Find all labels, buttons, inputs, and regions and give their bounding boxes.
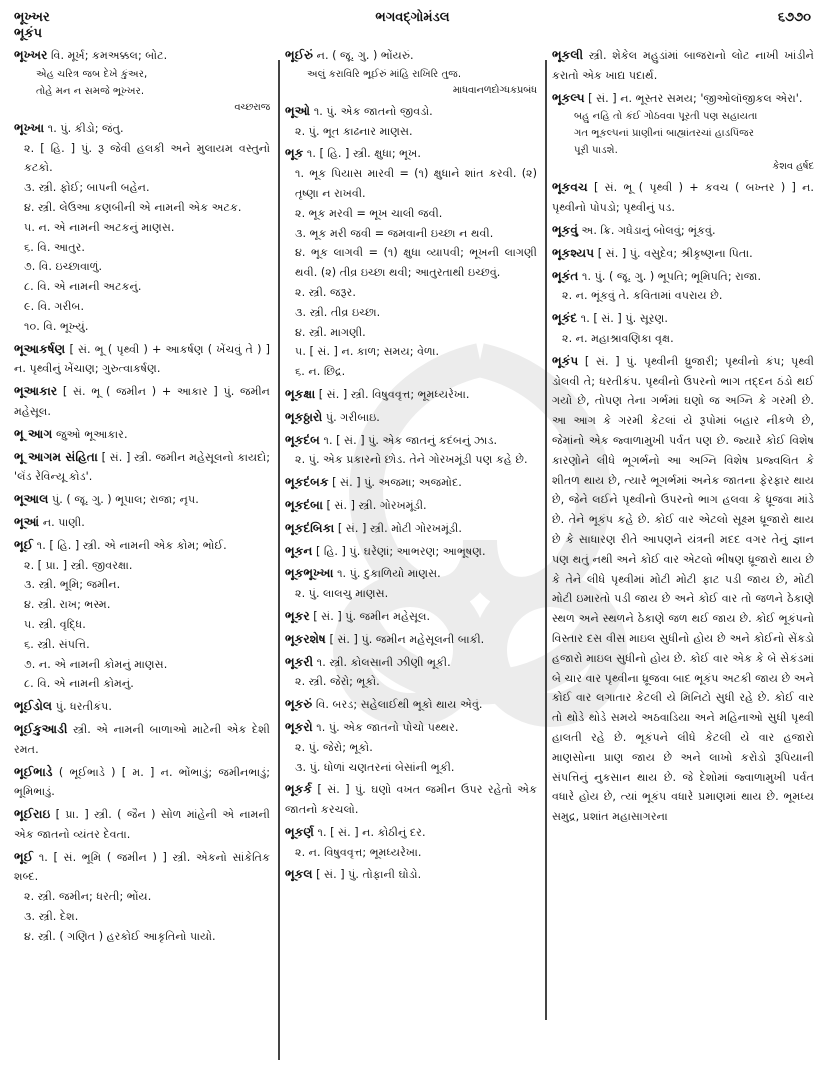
headword: ભૂકન bbox=[285, 543, 313, 558]
citation-source: માધવાનળદોગ્ધકપ્રબંધ bbox=[452, 84, 537, 96]
sub-sense: ૨. પું. જેરો; ભૂકો. bbox=[295, 740, 373, 754]
headword: ભૂકર bbox=[285, 608, 310, 623]
headword: ભૂકઠ્ઠારો bbox=[285, 409, 323, 424]
sub-sense: ૫. સ્ત્રી. વૃદ્ધિ. bbox=[24, 617, 86, 631]
dictionary-entry bbox=[552, 267, 814, 307]
headword: ભૂકરું bbox=[285, 697, 313, 712]
sub-sense: ૮. વિ. એ નામની કોમનું. bbox=[24, 677, 134, 691]
sub-sense: ૨. ન. ભૂંકવું તે. કવિતામાં વપરાય છે. bbox=[562, 289, 723, 303]
dictionary-entry bbox=[552, 221, 814, 241]
headword: ભૂકદંબ bbox=[285, 432, 320, 447]
citation-source: કેશવ હર્ષદ bbox=[772, 161, 814, 173]
headword: ભૂકંપ bbox=[552, 353, 579, 368]
definition: [ સં. ] સ્ત્રી. મોટી ગોરખમૂંડી. bbox=[337, 521, 462, 535]
headword: ભૂઆકાર bbox=[14, 384, 58, 399]
definition: ૧. [ સં. ભૂમિ ( જમીન ) ] સ્ત્રી. એકનો સાંકેતિક શબ્દ. bbox=[14, 850, 270, 884]
headword: ભૂઈરાઇ bbox=[14, 807, 51, 822]
dictionary-entry bbox=[285, 780, 537, 820]
sub-sense: ૩. સ્ત્રી. ફોઈ; બાપની બહેન. bbox=[24, 181, 150, 195]
definition: [ સં. ] સ્ત્રી. વિષુવવૃત્ત; ભૂમધ્યરેખા. bbox=[318, 387, 470, 401]
headword: ભૂખ્ખર bbox=[14, 48, 48, 62]
headword: ભૂક bbox=[285, 146, 304, 161]
dictionary-entry bbox=[285, 630, 537, 650]
column-2 bbox=[285, 46, 537, 888]
definition: વિ. બરડ; સહેલાઈથી ભૂકો થાય એવું. bbox=[315, 698, 483, 712]
dictionary-entry bbox=[14, 697, 270, 717]
definition: [ સં. ભૂ ( જમીન ) + આકાર ] પું. જમીન મહેસૂલ. bbox=[14, 385, 271, 418]
idiom-sense: ૪. ભૂક લાગવી = (૧) ક્ષુધા વ્યાપવી; ભૂખની લાગણી થવી. (૨) તીવ્ર ઇચ્છા થવી; આતુરતાથી ઇચ્છવું. bbox=[295, 246, 537, 280]
sub-sense: ૨. સ્ત્રી. જમીન; ધરતી; ભોંય. bbox=[24, 890, 152, 904]
page-title: ભગવદ્ગોમંડલ bbox=[375, 10, 450, 25]
dictionary-entry bbox=[14, 46, 270, 116]
quotation-line: ગત ભૂકલ્પનાં પ્રાણીનાં બાહ્યાંતરચાં હાડપિંજર bbox=[574, 128, 755, 140]
dictionary-entry bbox=[552, 89, 814, 176]
definition: [ સં. ] સ્ત્રી. ગોરખમૂંડી. bbox=[326, 498, 427, 512]
sub-sense: ૨. પું. લાલચુ માણસ. bbox=[295, 587, 389, 601]
page-number: ૬૭૭૦ bbox=[777, 10, 811, 25]
headword: ભૂખ્ખા bbox=[14, 120, 45, 135]
definition: વિ. મૂર્ખ; કમઅક્કલ; બોટ. bbox=[51, 49, 168, 62]
definition: ૧. પું. દુકાળિયો માણસ. bbox=[337, 567, 441, 581]
definition: ન. પાણી. bbox=[42, 515, 85, 529]
headword: ભૂકદંબિકા bbox=[285, 520, 335, 535]
quotation-line: અલું કરાવિરિ ભૂઈરું માંહિ રાખિરિ તુજ. bbox=[307, 68, 462, 80]
dictionary-entry bbox=[285, 519, 537, 539]
definition: [ સં. ] પું. તોફાની ઘોડો. bbox=[316, 868, 422, 882]
headword: ભૂકદંબક bbox=[285, 475, 329, 490]
sub-sense: ૩. સ્ત્રી. ભૂમિ; જમીન. bbox=[24, 578, 121, 592]
headword: ભૂકંત bbox=[552, 268, 579, 283]
headword: ભૂકરશેષ bbox=[285, 631, 326, 646]
sub-sense: ૩. સ્ત્રી. તીવ્ર ઇચ્છા. bbox=[295, 305, 381, 319]
definition: ૧. સ્ત્રી. કોલસાની ઝીણી ભૂકી. bbox=[316, 655, 451, 669]
sub-sense: ૮. વિ. એ નામની અટકનું. bbox=[24, 280, 142, 294]
sub-sense: ૩. પું. ધોળાં ચણતરનાં બેસાંની ભૂકી. bbox=[295, 760, 455, 774]
definition: પું. ગરીબાઇ. bbox=[325, 410, 380, 424]
dictionary-entry bbox=[285, 823, 537, 863]
headword: ભૂકરી bbox=[285, 654, 314, 669]
definition: પું. ધરતીકંપ. bbox=[55, 700, 112, 714]
dictionary-entry bbox=[14, 720, 270, 760]
idiom-sense: ૩. ભૂક મરી જવી = જમવાની ઇચ્છા ન થવી. bbox=[295, 226, 494, 240]
sub-sense: ૭. ન. એ નામની કોમનું માણસ. bbox=[24, 657, 168, 671]
idiom-sense: ૧. ભૂક પિયાસ મારવી = (૧) ક્ષુધાને શાંત કરવી. (૨) તૃષ્ણા ન રાખવી. bbox=[295, 167, 537, 200]
headword: ભૂકરો bbox=[285, 719, 313, 734]
headword: ભૂકલી bbox=[552, 48, 584, 62]
definition: [ પ્રા. ] સ્ત્રી. ( જૈન ) સોળ માંહેની એ નામની એક જાતનો વ્યંતર દેવતા. bbox=[14, 808, 271, 841]
headword: ભૂકશ્યપ bbox=[552, 245, 595, 260]
sub-sense: ૨. [ પ્રા. ] સ્ત્રી. જીવરક્ષા. bbox=[24, 558, 133, 572]
column-divider bbox=[545, 60, 547, 1020]
quotation-line: બહુ નહિ તો કંઈ ગોઠવવા પૂરતી પણ સહાયતા bbox=[574, 111, 758, 123]
definition: સ્ત્રી. એ નામની બાળાઓ માટેની એક દેશી રમત. bbox=[14, 722, 270, 756]
definition: [ સં. ] ન. ભૂસ્તર સમય; 'જીઓલૉજીકલ એરા'. bbox=[588, 91, 803, 105]
dictionary-entry bbox=[285, 542, 537, 562]
dictionary-entry bbox=[14, 119, 270, 337]
definition: ૧. [ સં. ] ન. કોઠીનું દર. bbox=[317, 825, 426, 839]
idiom-sense: ૨. ભૂક મરવી = ભૂખ ચાલી જવી. bbox=[295, 206, 443, 220]
sub-sense: ૪. સ્ત્રી. ( ગણિત ) હરકોઈ આકૃતિનો પાયો. bbox=[24, 929, 216, 943]
definition: ૧. પું. એક જાતનો પોચો પથ્થર. bbox=[316, 720, 459, 734]
headword: ભૂઈ bbox=[14, 849, 34, 864]
sub-sense: ૨. સ્ત્રી. જેરો; ભૂકો. bbox=[295, 675, 380, 689]
definition: [ સં. ] પું. જમીન મહેસૂલની બાકી. bbox=[329, 632, 485, 646]
sub-sense: ૩. સ્ત્રી. દેશ. bbox=[24, 910, 79, 924]
headword: ભૂકવચ bbox=[552, 180, 588, 195]
sub-sense: ૪. સ્ત્રી. રાખ; ભસ્મ. bbox=[24, 598, 111, 612]
dictionary-entry bbox=[14, 848, 270, 947]
sub-sense: ૬. સ્ત્રી. સંપત્તિ. bbox=[24, 637, 90, 651]
dictionary-entry bbox=[14, 536, 270, 694]
dictionary-entry bbox=[552, 309, 814, 349]
headword: ભૂકંદ bbox=[552, 311, 578, 326]
dictionary-entry bbox=[285, 102, 537, 142]
headword: ભૂઈરું bbox=[285, 48, 314, 62]
dictionary-entry bbox=[285, 607, 537, 627]
definition: [ સં. ] પું. જમીન મહેસૂલ. bbox=[313, 609, 431, 623]
definition: સ્ત્રી. શેકેલ મહુડાંમાં બાજરાનો લોટ નાખી ખાંડીને કરાતો એક ખાદ્ય પદાર્થ. bbox=[552, 49, 814, 82]
headword: ભૂકભૂખ્ખા bbox=[285, 566, 334, 581]
definition: ૧. [ હિ. ] સ્ત્રી. ક્ષુધા; ભૂખ. bbox=[306, 147, 421, 161]
dictionary-entry bbox=[285, 144, 537, 382]
column-divider bbox=[278, 60, 280, 1060]
dictionary-entry bbox=[552, 352, 814, 827]
headword: ભૂઈભાડે bbox=[14, 764, 53, 779]
dictionary-entry bbox=[14, 425, 270, 445]
quotation-line: તોહે મન ન સમજે ભૂખ્ખર. bbox=[36, 85, 145, 97]
dictionary-entry bbox=[14, 448, 270, 488]
headword: ભૂઓ bbox=[285, 103, 311, 118]
sub-sense: ૨. [ હિ. ] પું. રૂ જેવી હલકી અને મુલાયમ વસ્તુનો કટકો. bbox=[24, 141, 270, 175]
definition: પું. ( જૂ. ગુ. ) ભૂપાલ; રાજા; નૃપ. bbox=[52, 493, 199, 507]
guide-word-first: ભૂખ્ખર bbox=[14, 10, 50, 25]
definition: અ. ક્રિ. ગધેડાનું બોલવું; ભૂંકવું. bbox=[581, 223, 716, 237]
definition: ૧. [ હિ. ] સ્ત્રી. એ નામની એક કોમ; ભોઈ. bbox=[36, 538, 227, 552]
sub-sense: ૨. ન. મહાશ્રાવણિકા વૃક્ષ. bbox=[562, 331, 674, 345]
guide-word-last: ભૂકંપ bbox=[14, 26, 43, 41]
definition: ૧. પું. કીડો; જંતુ. bbox=[47, 121, 124, 135]
sub-sense: ૬. વિ. આતુર. bbox=[24, 240, 85, 254]
definition: [ સં. ] સ્ત્રી. જમીન મહેસૂલનો કાયદો; 'લૅંડ રેવિન્યૂ કોડ'. bbox=[14, 450, 270, 484]
headword: ભૂકદંબા bbox=[285, 497, 323, 512]
dictionary-entry bbox=[14, 763, 270, 803]
definition: [ સં. ] પું. ઘણો વખત જમીન ઉપર રહેતો એક જાતનો કરચલો. bbox=[285, 783, 537, 817]
definition: ( ભૂઈભાડે ) [ મ. ] ન. ભોંભાડું; જમીનભાડું; ભૂમિભાડું. bbox=[14, 765, 270, 799]
headword: ભૂકક્ષા bbox=[285, 386, 316, 401]
headword: ભૂઈકુઆડી bbox=[14, 721, 68, 736]
sub-sense: ૭. વિ. ઇચ્છાવાળું. bbox=[24, 260, 103, 274]
headword: ભૂઈડોલ bbox=[14, 699, 53, 714]
definition: [ સં. ] પું. અજમા; અજમોદ. bbox=[332, 476, 462, 490]
column-3 bbox=[552, 46, 814, 830]
sub-sense: ૯. વિ. ગરીબ. bbox=[24, 299, 85, 313]
dictionary-entry bbox=[14, 805, 270, 845]
dictionary-entry bbox=[14, 490, 270, 510]
definition: [ સં. ભૂ ( પૃથ્વી ) + કવચ ( બખ્તર ) ] ન. પૃથ્વીનો પોપડો; પૃથ્વીનું પડ. bbox=[552, 181, 814, 215]
definition: [ હિ. ] પું. ઘરેણાં; આભરણ; આભૂષણ. bbox=[316, 544, 486, 558]
definition: ૧. પું. ( જૂ. ગુ. ) ભૂપતિ; ભૂમિપતિ; રાજા. bbox=[582, 269, 762, 283]
sub-sense: ૪. સ્ત્રી. માગણી. bbox=[295, 325, 366, 339]
dictionary-entry bbox=[285, 496, 537, 516]
headword: ભૂકલ bbox=[285, 867, 313, 882]
headword: ભૂકર્ક bbox=[285, 782, 312, 797]
sub-sense: ૨. સ્ત્રી. જરૂર. bbox=[295, 285, 356, 299]
sub-sense: ૨. ન. વિષુવવૃત્ત; ભૂમધ્યરેખા. bbox=[295, 845, 422, 859]
headword: ભૂકર્ણ bbox=[285, 824, 314, 839]
dictionary-entry bbox=[285, 695, 537, 715]
dictionary-entry bbox=[14, 513, 270, 533]
headword: ભૂઆકર્ષણ bbox=[14, 341, 66, 356]
dictionary-entry bbox=[285, 564, 537, 604]
sub-sense: ૧૦. વિ. ભૂખ્યું. bbox=[24, 319, 89, 333]
headword: ભૂઆલ bbox=[14, 492, 49, 507]
dictionary-entry bbox=[285, 385, 537, 405]
sub-sense: ૬. ન. છિદ્ર. bbox=[295, 365, 346, 379]
definition: ૧. [ સં. ] પું. એક જાતનું કદંબનું ઝાડ. bbox=[323, 433, 498, 447]
dictionary-entry bbox=[285, 865, 537, 885]
sub-sense: ૪. સ્ત્રી. લેઉઆ કણબીની એ નામની એક અટક. bbox=[24, 200, 242, 214]
definition: ૧. [ સં. ] પું. સૂરણ. bbox=[580, 312, 668, 326]
sub-sense: ૫. [ સં. ] ન. કાળ; સમય; વેળા. bbox=[295, 345, 440, 359]
headword: ભૂઈ bbox=[14, 537, 34, 552]
sub-sense: ૨. પું. ભૂત કાઢનાર માણસ. bbox=[295, 124, 413, 138]
definition: ૧. પું. એક જાતનો જીવડો. bbox=[313, 104, 433, 118]
quotation-line: પૂરી પાડશે. bbox=[574, 145, 618, 157]
dictionary-entry bbox=[285, 408, 537, 428]
dictionary-entry bbox=[285, 718, 537, 777]
headword: ભૂ આગમ સંહિતા bbox=[14, 449, 98, 464]
dictionary-entry bbox=[285, 473, 537, 493]
dictionary-entry bbox=[552, 244, 814, 264]
dictionary-entry bbox=[285, 46, 537, 99]
dictionary-entry bbox=[14, 340, 270, 380]
citation-source: વચ્છરાજ bbox=[234, 101, 270, 113]
headword: ભૂઆં bbox=[14, 514, 40, 529]
headword: ભૂ આગ bbox=[14, 426, 53, 441]
sub-sense: ૫. ન. એ નામની અટકનું માણસ. bbox=[24, 220, 175, 234]
dictionary-entry bbox=[14, 382, 270, 422]
page-header bbox=[0, 0, 825, 44]
definition: [ સં. ભૂ ( પૃથ્વી ) + આકર્ષણ ( ખેંચવું તે ) ] ન. પૃથ્વીનું ખેંચાણ; ગુરુત્વાકર્ષણ. bbox=[14, 342, 270, 376]
definition: ન. ( જૂ. ગુ. ) ભોંયરું. bbox=[316, 49, 414, 62]
quotation-line: એહ ચરિત્ર જબ દેખે કુંઅર, bbox=[36, 68, 148, 80]
dictionary-entry bbox=[285, 653, 537, 693]
headword: ભૂકવું bbox=[552, 222, 578, 237]
column-1 bbox=[14, 46, 270, 950]
sub-sense: ૨. પું. એક પ્રકારનો છોડ. તેને ગોરખમૂંડી પણ કહે છે. bbox=[295, 453, 528, 467]
dictionary-entry bbox=[285, 431, 537, 471]
headword: ભૂકલ્પ bbox=[552, 90, 585, 105]
definition: જુઓ ભૂઆકાર. bbox=[55, 427, 128, 441]
dictionary-entry bbox=[552, 178, 814, 218]
definition: [ સં. ] પું. વસુદેવ; શ્રીકૃષ્ણના પિતા. bbox=[597, 246, 753, 260]
dictionary-entry bbox=[552, 46, 814, 86]
definition: [ સં. ] પું. પૃથ્વીની ધ્રુજારી; પૃથ્વીનો કંપ; પૃથ્વી ડોલવી તે; ધરતીકંપ. પૃથ્વીનો ઉપરનો ભાગ તદ્દન ઠંડો થઈ ગયો છે, તોપણ તેના ગર્ભમાં ઘણો જ અગ્નિ કે ગરમી છે. આ આગ કે ગરમી કેટલાં યે રૂપોમાં બહાર નીકળે છે, જેમાંનો એક જ્વાળામુખી પર્વત પણ છે. જ્યારે કોઈ વિશેષ કારણોને લીધે ભૂગર્ભનો આ અગ્નિ વિશેષ પ્રજ્વલિત કે શીતળ થાય છે, ત્યારે ભૂગર્ભમાં અનેક જાતના ફેરફાર થાય છે, જેને લઈને પૃથ્વીનો ઉપરનો ભાગ હલવા કે ધ્રૂજવા માંડે છે. તેને ભૂકંપ કહે છે. કોઈ વાર એટલો સૂક્ષ્મ ધ્રૂજારો થાય છે કે સાધારણ રીતે આપણને યંત્રની મદદ વગર તેનું જ્ઞાન પણ થતું નથી અને કોઈ વાર એટલો ભીષણ ધ્રૂજારો થાય છે કે તેને લીધે પૃથ્વીમાં મોટી મોટી ફાટ પડી જાય છે, મોટી મોટી ઇમારતો પડી જાય છે અને કોઈ વાર તો જળને ઠેકાણે સ્થળ અને સ્થળને ઠેકાણે જળ થઈ જાય છે. કોઈ ભૂકંપનો વિસ્તાર દસ વીસ માઇલ સુધીનો હોય છે અને કોઈનો સેંકડો હજારો માઇલ સુધીનો હોય છે. કોઈ વાર એક કે બે સેકંડમાં બે ચાર વાર પૃથ્વીના ધ્રૂજવા બાદ ભૂકંપ અટકી જાય છે અને કોઈ વાર લગાતાર કેટલી યે મિનિટો સુધી રહે છે. કોઈ વાર તો થોડે થોડે સમયે અઠવાડિયા અને મહિનાઓ સુધી પૃથ્વી હાલતી રહે છે. ભૂકંપને લીધે કેટલી યે વાર હજારો માણસોના પ્રાણ જાય છે અને લાખો કરોડો રૂપિયાની સંપત્તિનું નુકસાન થાય છે. જે દેશોમાં જ્વાળામુખી પર્વત વધારે હોય છે, ત્યાં ભૂકંપ વધારે પ્રમાણમાં થાય છે. ભૂમધ્ય સમુદ્ર, પ્રશાંત મહાસાગરના bbox=[552, 354, 814, 824]
